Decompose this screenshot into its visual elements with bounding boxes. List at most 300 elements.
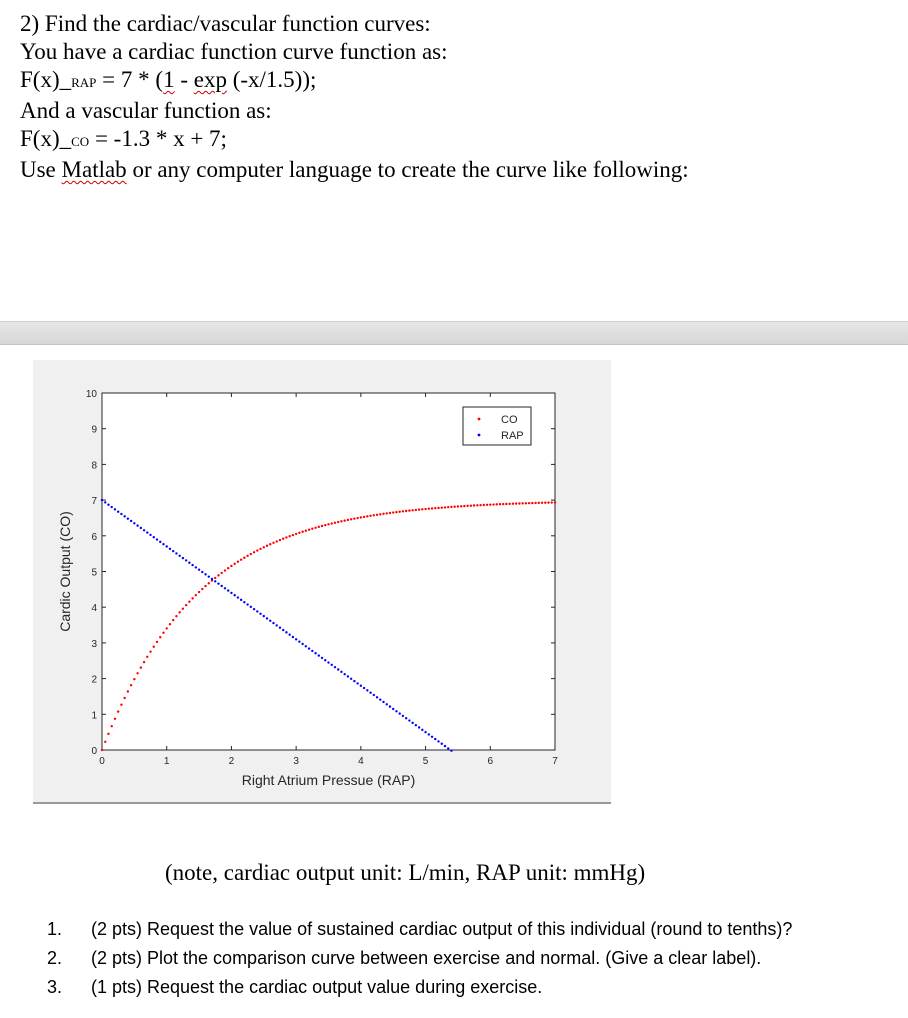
data-point-rap <box>366 689 368 691</box>
data-point-rap <box>308 647 310 649</box>
data-point-co <box>486 504 488 506</box>
data-point-rap <box>140 527 142 529</box>
eq1-suffix: (-x/1.5)); <box>226 67 317 92</box>
data-point-co <box>279 539 281 541</box>
y-tick-label: 3 <box>91 638 97 650</box>
data-point-rap <box>343 673 345 675</box>
data-point-co <box>453 506 455 508</box>
legend-label: CO <box>501 414 518 426</box>
cardiac-intro: You have a cardiac function curve function as: <box>20 39 448 64</box>
x-tick-label: 2 <box>228 756 235 767</box>
data-point-co <box>431 507 433 509</box>
data-point-co <box>363 516 365 518</box>
data-point-co <box>496 503 498 505</box>
data-point-rap <box>263 615 265 617</box>
eq1-prefix: F(x)_ <box>20 67 72 92</box>
eq2-subscript: CO <box>71 134 90 149</box>
data-point-co <box>411 509 413 511</box>
eq2-suffix: = -1.3 * x + 7; <box>89 126 227 151</box>
question-text: (1 pts) Request the cardiac output value during exercise. <box>91 977 543 997</box>
data-point-co <box>437 507 439 509</box>
data-point-co <box>521 502 523 504</box>
data-point-rap <box>450 750 452 752</box>
data-point-rap <box>233 594 235 596</box>
data-point-co <box>208 582 210 584</box>
data-point-co <box>117 710 119 712</box>
data-point-rap <box>162 543 164 545</box>
data-point-co <box>405 510 407 512</box>
data-point-rap <box>269 620 271 622</box>
data-point-co <box>473 504 475 506</box>
data-point-co <box>107 733 109 735</box>
data-point-co <box>140 666 142 668</box>
data-point-rap <box>185 559 187 561</box>
data-point-co <box>146 656 148 658</box>
data-point-rap <box>227 589 229 591</box>
legend-marker-rap <box>478 434 481 437</box>
data-point-rap <box>156 538 158 540</box>
data-point-rap <box>295 638 297 640</box>
x-axis-label: Right Atrium Pressue (RAP) <box>241 772 416 788</box>
section-divider <box>0 321 908 345</box>
data-point-rap <box>172 550 174 552</box>
data-point-co <box>460 505 462 507</box>
data-point-co <box>534 502 536 504</box>
y-axis-label: Cardic Output (CO) <box>57 511 73 632</box>
data-point-rap <box>382 701 384 703</box>
data-point-co <box>305 530 307 532</box>
data-point-co <box>301 531 303 533</box>
data-point-co <box>123 697 125 699</box>
data-point-co <box>166 627 168 629</box>
y-tick-label: 7 <box>91 496 97 508</box>
data-point-co <box>114 718 116 720</box>
data-point-rap <box>120 513 122 515</box>
x-tick-label: 7 <box>552 756 558 767</box>
question-text: (2 pts) Plot the comparison curve between exercise and normal. (Give a clear label). <box>91 948 762 968</box>
data-point-co <box>525 502 527 504</box>
data-point-co <box>240 559 242 561</box>
x-tick-label: 4 <box>358 756 364 767</box>
data-point-co <box>392 511 394 513</box>
data-point-rap <box>353 680 355 682</box>
x-tick-label: 5 <box>422 756 429 767</box>
data-point-rap <box>166 545 168 547</box>
instruction-after: or any computer language to create the curve like following: <box>126 157 689 182</box>
data-point-co <box>538 502 540 504</box>
data-point-rap <box>424 731 426 733</box>
data-point-co <box>512 503 514 505</box>
data-point-co <box>356 517 358 519</box>
data-point-co <box>327 523 329 525</box>
data-point-rap <box>256 610 258 612</box>
data-point-co <box>499 503 501 505</box>
data-point-rap <box>182 557 184 559</box>
data-point-co <box>547 501 549 503</box>
data-point-co <box>428 508 430 510</box>
data-point-co <box>153 646 155 648</box>
data-point-co <box>191 597 193 599</box>
data-point-rap <box>314 652 316 654</box>
data-point-co <box>227 567 229 569</box>
data-point-rap <box>123 515 125 517</box>
data-point-co <box>256 549 258 551</box>
data-point-co <box>483 504 485 506</box>
question-number: 2. <box>47 948 63 968</box>
y-tick-label: 8 <box>91 460 97 472</box>
y-tick-label: 10 <box>85 389 97 400</box>
units-note: (note, cardiac output unit: L/min, RAP unit: mmHg) <box>165 860 646 885</box>
data-point-rap <box>107 504 109 506</box>
data-point-co <box>373 514 375 516</box>
data-point-rap <box>250 606 252 608</box>
instruction-before: Use <box>20 157 62 182</box>
data-point-rap <box>408 719 410 721</box>
data-point-rap <box>386 703 388 705</box>
data-point-rap <box>311 650 313 652</box>
data-point-rap <box>441 743 443 745</box>
data-point-co <box>418 508 420 510</box>
data-point-rap <box>191 564 193 566</box>
eq1-minus: - <box>174 67 194 92</box>
data-point-co <box>111 725 113 727</box>
problem-heading: 2) Find the cardiac/vascular function curves: <box>20 11 431 36</box>
data-point-rap <box>282 629 284 631</box>
data-point-rap <box>285 631 287 633</box>
data-point-rap <box>369 692 371 694</box>
data-point-rap <box>350 678 352 680</box>
data-point-co <box>253 551 255 553</box>
data-point-co <box>130 684 132 686</box>
data-point-co <box>334 522 336 524</box>
data-point-co <box>463 505 465 507</box>
data-point-co <box>382 513 384 515</box>
y-tick-label: 5 <box>91 567 97 579</box>
question-list <box>47 915 897 1002</box>
data-point-co <box>509 503 511 505</box>
data-point-co <box>172 619 174 621</box>
data-point-rap <box>447 747 449 749</box>
y-tick-label: 6 <box>91 531 97 543</box>
data-point-rap <box>389 705 391 707</box>
data-point-co <box>318 526 320 528</box>
data-point-rap <box>101 499 103 501</box>
data-point-co <box>272 542 274 544</box>
data-point-rap <box>230 592 232 594</box>
data-point-co <box>233 563 235 565</box>
data-point-co <box>269 543 271 545</box>
data-point-co <box>204 585 206 587</box>
eq2-prefix: F(x)_ <box>20 126 72 151</box>
data-point-rap <box>188 562 190 564</box>
data-point-rap <box>276 624 278 626</box>
data-point-rap <box>253 608 255 610</box>
data-point-rap <box>198 569 200 571</box>
data-point-rap <box>331 664 333 666</box>
data-point-co <box>185 604 187 606</box>
data-point-rap <box>243 601 245 603</box>
data-point-rap <box>298 640 300 642</box>
data-point-co <box>337 521 339 523</box>
data-point-co <box>398 511 400 513</box>
data-point-co <box>298 532 300 534</box>
data-point-co <box>224 569 226 571</box>
eq1-exp: exp <box>193 67 227 92</box>
data-point-rap <box>104 501 106 503</box>
data-point-co <box>159 636 161 638</box>
data-point-rap <box>376 696 378 698</box>
data-point-co <box>311 528 313 530</box>
data-point-co <box>149 650 151 652</box>
plot-area <box>102 393 555 750</box>
data-point-rap <box>327 661 329 663</box>
data-point-co <box>308 528 310 530</box>
data-point-rap <box>444 745 446 747</box>
data-point-rap <box>334 666 336 668</box>
data-point-co <box>295 533 297 535</box>
y-tick-label: 9 <box>91 424 97 436</box>
data-point-rap <box>111 506 113 508</box>
y-tick-label: 0 <box>91 746 97 757</box>
vascular-equation <box>20 125 890 156</box>
data-point-co <box>347 519 349 521</box>
data-point-rap <box>288 633 290 635</box>
y-tick-label: 1 <box>91 710 97 722</box>
question-number: 3. <box>47 977 63 997</box>
data-point-co <box>195 594 197 596</box>
data-point-co <box>551 501 553 503</box>
data-point-rap <box>237 596 239 598</box>
data-point-co <box>175 615 177 617</box>
data-point-co <box>444 506 446 508</box>
data-point-co <box>201 588 203 590</box>
data-point-co <box>434 507 436 509</box>
problem-statement <box>20 10 890 184</box>
data-point-rap <box>136 524 138 526</box>
data-point-co <box>282 538 284 540</box>
data-point-rap <box>259 613 261 615</box>
data-point-rap <box>324 659 326 661</box>
eq1-middle: = 7 * ( <box>96 67 164 92</box>
data-point-co <box>447 506 449 508</box>
data-point-rap <box>415 724 417 726</box>
x-tick-label: 1 <box>163 756 170 767</box>
data-point-co <box>250 553 252 555</box>
data-point-rap <box>246 603 248 605</box>
data-point-rap <box>279 627 281 629</box>
data-point-rap <box>211 578 213 580</box>
data-point-co <box>266 545 268 547</box>
chart-figure <box>33 360 611 804</box>
data-point-co <box>343 519 345 521</box>
data-point-rap <box>321 657 323 659</box>
data-point-rap <box>347 675 349 677</box>
data-point-co <box>366 515 368 517</box>
data-point-rap <box>356 682 358 684</box>
question-item <box>47 915 897 944</box>
data-point-co <box>321 525 323 527</box>
data-point-co <box>476 504 478 506</box>
x-tick-label: 6 <box>487 756 494 767</box>
data-point-co <box>217 574 219 576</box>
data-point-co <box>479 504 481 506</box>
data-point-rap <box>224 587 226 589</box>
data-point-co <box>515 502 517 504</box>
data-point-rap <box>437 740 439 742</box>
question-text: (2 pts) Request the value of sustained cardiac output of this individual (round to tenths)? <box>91 919 793 939</box>
data-point-co <box>331 522 333 524</box>
data-point-rap <box>405 717 407 719</box>
data-point-rap <box>217 582 219 584</box>
data-point-co <box>489 503 491 505</box>
question-item <box>47 944 897 973</box>
data-point-co <box>198 591 200 593</box>
data-point-co <box>230 565 232 567</box>
data-point-rap <box>318 654 320 656</box>
data-point-rap <box>195 566 197 568</box>
data-point-rap <box>175 552 177 554</box>
data-point-rap <box>434 738 436 740</box>
data-point-co <box>466 505 468 507</box>
data-point-co <box>408 509 410 511</box>
data-point-co <box>389 512 391 514</box>
data-point-co <box>120 704 122 706</box>
data-point-co <box>369 515 371 517</box>
data-point-rap <box>130 520 132 522</box>
data-point-co <box>386 512 388 514</box>
y-tick-label: 4 <box>91 603 97 615</box>
data-point-co <box>178 611 180 613</box>
data-point-rap <box>428 733 430 735</box>
data-point-rap <box>392 708 394 710</box>
data-point-co <box>470 504 472 506</box>
data-point-rap <box>127 517 129 519</box>
data-point-co <box>104 741 106 743</box>
data-point-co <box>188 601 190 603</box>
data-point-rap <box>133 522 135 524</box>
data-point-co <box>101 749 103 751</box>
data-point-rap <box>153 536 155 538</box>
instruction-matlab: Matlab <box>61 157 127 182</box>
data-point-co <box>502 503 504 505</box>
data-point-rap <box>117 511 119 513</box>
data-point-co <box>353 517 355 519</box>
data-point-co <box>214 577 216 579</box>
data-point-rap <box>114 508 116 510</box>
data-point-rap <box>340 671 342 673</box>
data-point-co <box>457 505 459 507</box>
data-point-rap <box>431 736 433 738</box>
data-point-rap <box>208 575 210 577</box>
data-point-co <box>505 503 507 505</box>
data-point-rap <box>240 599 242 601</box>
data-point-rap <box>363 687 365 689</box>
data-point-rap <box>169 548 171 550</box>
data-point-co <box>415 509 417 511</box>
data-point-co <box>182 608 184 610</box>
data-point-rap <box>146 531 148 533</box>
chart-svg <box>33 360 611 802</box>
data-point-rap <box>143 529 145 531</box>
data-point-co <box>259 548 261 550</box>
data-point-co <box>402 510 404 512</box>
data-point-co <box>243 557 245 559</box>
data-point-rap <box>149 534 151 536</box>
data-point-rap <box>272 622 274 624</box>
vascular-intro: And a vascular function as: <box>20 98 272 123</box>
data-point-rap <box>360 685 362 687</box>
data-point-co <box>340 520 342 522</box>
data-point-co <box>379 513 381 515</box>
legend-label: RAP <box>501 430 524 442</box>
data-point-rap <box>221 585 223 587</box>
data-point-rap <box>411 722 413 724</box>
data-point-rap <box>305 645 307 647</box>
data-point-co <box>441 506 443 508</box>
data-point-co <box>314 527 316 529</box>
data-point-co <box>544 501 546 503</box>
data-point-co <box>324 524 326 526</box>
data-point-co <box>169 623 171 625</box>
data-point-co <box>136 672 138 674</box>
data-point-rap <box>337 668 339 670</box>
data-point-co <box>360 516 362 518</box>
data-point-co <box>424 508 426 510</box>
data-point-co <box>518 502 520 504</box>
data-point-co <box>288 535 290 537</box>
data-point-co <box>376 514 378 516</box>
data-point-co <box>285 536 287 538</box>
instruction <box>20 156 890 184</box>
x-tick-label: 0 <box>99 756 105 767</box>
question-item <box>47 973 897 1002</box>
data-point-co <box>395 511 397 513</box>
data-point-co <box>276 540 278 542</box>
legend-marker-co <box>478 418 481 421</box>
data-point-rap <box>421 729 423 731</box>
data-point-co <box>528 502 530 504</box>
data-point-co <box>531 502 533 504</box>
data-point-co <box>133 678 135 680</box>
data-point-co <box>237 561 239 563</box>
data-point-co <box>162 632 164 634</box>
data-point-co <box>156 641 158 643</box>
data-point-co <box>292 534 294 536</box>
data-point-rap <box>398 712 400 714</box>
data-point-co <box>221 572 223 574</box>
data-point-co <box>450 506 452 508</box>
data-point-co <box>127 690 129 692</box>
data-point-rap <box>266 617 268 619</box>
data-point-co <box>421 508 423 510</box>
x-tick-label: 3 <box>293 756 299 767</box>
data-point-rap <box>201 571 203 573</box>
eq1-one: 1 <box>163 67 175 92</box>
data-point-rap <box>395 710 397 712</box>
data-point-co <box>263 546 265 548</box>
data-point-co <box>350 518 352 520</box>
data-point-co <box>492 503 494 505</box>
question-number: 1. <box>47 919 63 939</box>
data-point-co <box>554 501 556 503</box>
data-point-rap <box>292 636 294 638</box>
data-point-rap <box>402 715 404 717</box>
data-point-rap <box>178 555 180 557</box>
data-point-co <box>246 555 248 557</box>
eq1-subscript: RAP <box>71 75 97 90</box>
data-point-rap <box>373 694 375 696</box>
data-point-rap <box>418 726 420 728</box>
